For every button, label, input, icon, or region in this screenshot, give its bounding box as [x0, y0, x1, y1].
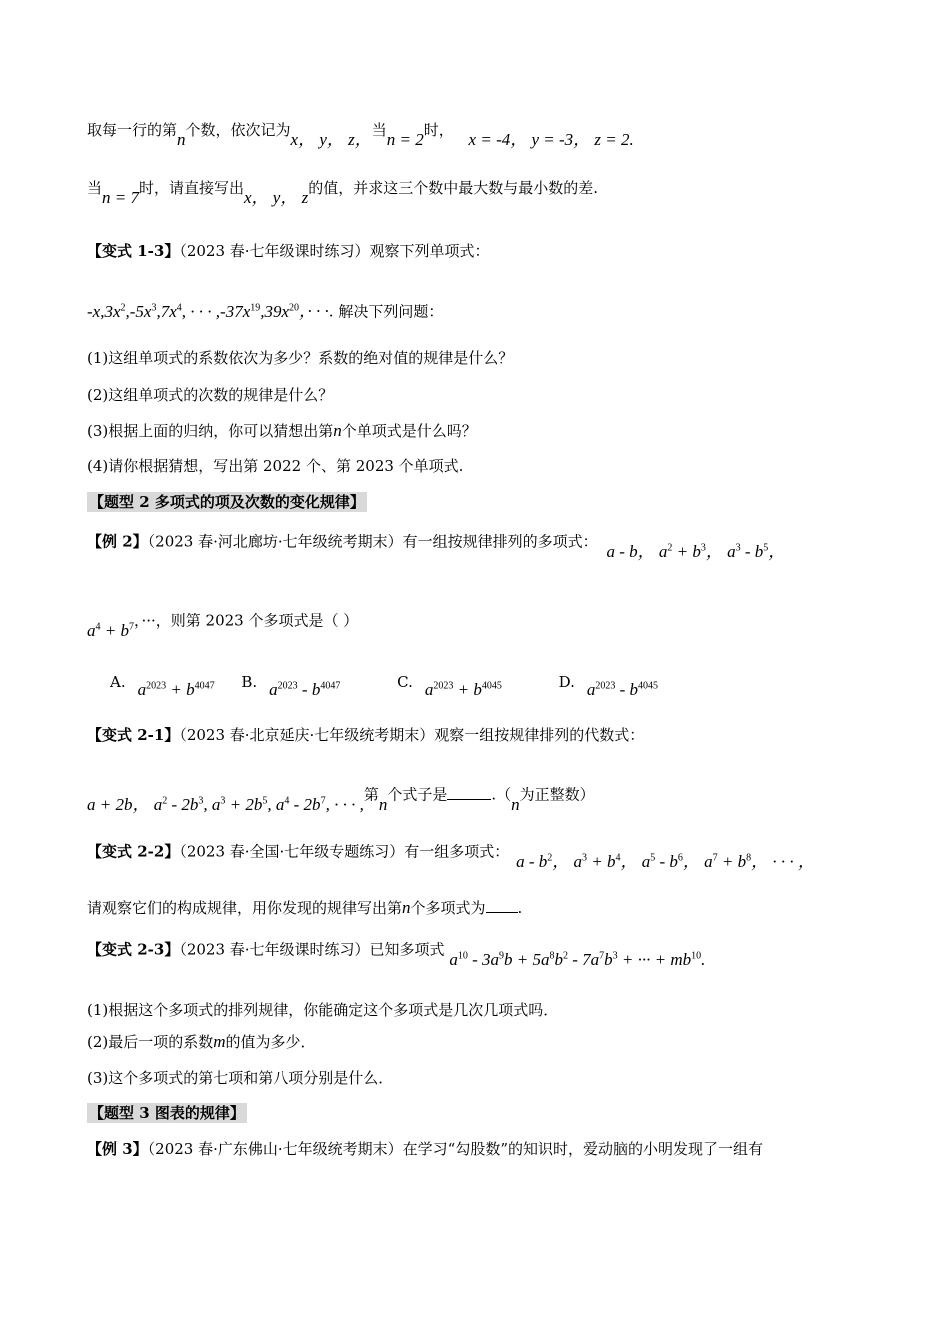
- variant-2-3-q1: (1)根据这个多项式的排列规律，你能确定这个多项式是几次几项式吗．: [87, 1001, 559, 1019]
- option-d[interactable]: D. $a^{2023} - b^{4045}$: [558, 672, 659, 699]
- example-2-heading: 【例 2】（2023 春·河北廊坊·七年级统考期末）有一组按规律排列的多项式： a - b， $a^2 + b^3$， $a^3 - b^5$，: [87, 532, 786, 561]
- variant-1-3-heading: 【变式 1-3】（2023 春·七年级课时练习）观察下列单项式：: [87, 242, 490, 260]
- given-polynomial: $a^{10} - 3a^9b + 5a^8b^2 - 7a^7b^3$ + ··· + $mb^{10}$.: [449, 949, 706, 969]
- polynomial-series: a - $b^2$， $a^3 + b^4$， $a^5 - b^6$， $a^7 + b^8$， · · · ，: [516, 851, 815, 871]
- variant-2-2-heading: 【变式 2-2】（2023 春·全国·七年级专题练习）有一组多项式： a - $b^2$， $a^3 + b^4$， $a^5 - b^6$， $a^7 + b^8$， · · · ，: [87, 842, 815, 871]
- example-2-options: [110, 668, 659, 699]
- variant-2-3-heading: 【变式 2-3】（2023 春·七年级课时练习）已知多项式 $a^{10} - 3a^9b + 5a^8b^2 - 7a^7b^3$ + ··· + $mb^{10}$.: [87, 940, 706, 969]
- variant-1-3-q1: (1)这组单项式的系数依次为多少？系数的绝对值的规律是什么？: [87, 349, 514, 367]
- example-2-polys: a - b， $a^2 + b^3$， $a^3 - b^5$，: [606, 541, 786, 561]
- monomial-series: $-x,3x^2,-5x^3,7x^4$, · · · $,-37x^{19},39x^{20}$: [87, 301, 300, 321]
- example-2-continuation: $a^4 + b^7$，···，则第 2023 个多项式是（ ）: [87, 611, 359, 640]
- variant-1-3-q3: (3)根据上面的归纳，你可以猜想出第n个单项式是什么吗？: [87, 421, 477, 440]
- variant-1-3-q2: (2)这组单项式的次数的规律是什么？: [87, 386, 334, 404]
- algebraic-series: a + 2b， $a^2 - 2b^3$, $a^3 + 2b^5$, $a^4 - 2b^7$, · · · ,: [87, 794, 364, 814]
- variant-2-1-series: a + 2b， $a^2 - 2b^3$, $a^3 + 2b^5$, $a^4 - 2b^7$, · · · ,第n个式子是 .（n为正整数）: [87, 785, 595, 814]
- variant-2-3-q2: (2)最后一项的系数m的值为多少．: [87, 1032, 316, 1051]
- answer-blank[interactable]: [486, 912, 518, 913]
- option-a[interactable]: A. $a^{2023} + b^{4047}$: [110, 672, 215, 699]
- answer-blank[interactable]: [447, 799, 491, 800]
- section-3-title: 【题型 3 图表的规律】: [89, 1104, 245, 1122]
- variant-1-3-series: $-x,3x^2,-5x^3,7x^4$, · · · $,-37x^{19},39x^{20}$，· · ·. 解决下列问题：: [87, 301, 444, 321]
- intro-line-1: 取每一行的第n个数，依次记为x， y， z，当n = 2时， x = -4， y = -3， z = 2.: [87, 121, 634, 149]
- intro-line-2: 当n = 7时，请直接写出x， y， z的值，并求这三个数中最大数与最小数的差.: [87, 179, 599, 207]
- option-b[interactable]: B. $a^{2023} - b^{4047}$: [241, 672, 341, 699]
- variant-2-1-heading: 【变式 2-1】（2023 春·北京延庆·七年级统考期末）观察一组按规律排列的代数式：: [87, 726, 645, 744]
- example-3-heading: 【例 3】（2023 春·广东佛山·七年级统考期末）在学习“勾股数”的知识时，爱动脑的小明发现了一组有: [87, 1140, 763, 1158]
- option-c[interactable]: C. $a^{2023} + b^{4045}$: [397, 672, 502, 699]
- variant-2-3-q3: (3)这个多项式的第七项和第八项分别是什么．: [87, 1069, 394, 1087]
- example-2-poly-4: $a^4 + b^7$: [87, 620, 134, 640]
- variant-2-2-question: 请观察它们的构成规律，用你发现的规律写出第n个多项式为 .: [87, 898, 523, 917]
- section-2-title: 【题型 2 多项式的项及次数的变化规律】: [89, 493, 365, 511]
- variant-1-3-q4: (4)请你根据猜想，写出第 2022 个、第 2023 个单项式.: [87, 457, 464, 475]
